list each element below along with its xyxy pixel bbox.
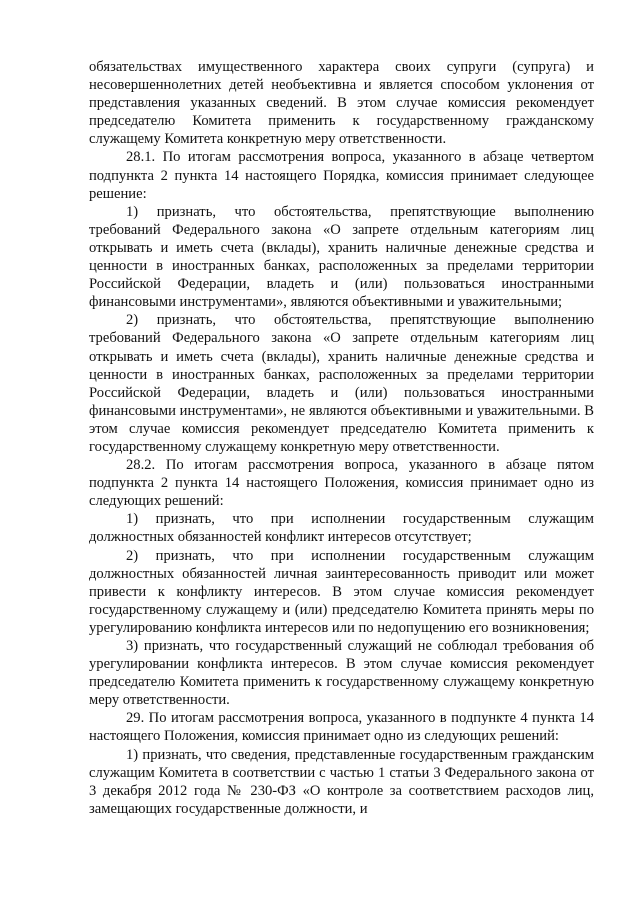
paragraph-28-2-item-3: 3) признать, что государственный служащий не соблюдал требования об урегулировании конфликта интересов. В этом случае комиссия рекомендует председателю Комитета применить к государственному служащему конкретную меру ответственности.: [89, 638, 594, 709]
document-page: [89, 58, 594, 818]
paragraph-29-item-1: 1) признать, что сведения, представленные государственным гражданским служащим Комитета в соответствии с частью 1 статьи 3 Федерального закона от 3 декабря 2012 года № 230-ФЗ «О контроле за соответствием расходов лиц, замещающих государственные должности, и: [89, 746, 594, 817]
paragraph-29: 29. По итогам рассмотрения вопроса, указанного в подпункте 4 пункта 14 настоящего Положения, комиссия принимает одно из следующих решений:: [89, 710, 594, 745]
paragraph-28-2: 28.2. По итогам рассмотрения вопроса, указанного в абзаце пятом подпункта 2 пункта 14 настоящего Положения, комиссия принимает одно из следующих решений:: [89, 457, 594, 510]
paragraph-28-1-item-2: 2) признать, что обстоятельства, препятствующие выполнению требований Федерального закона «О запрете отдельным категориям лиц открывать и иметь счета (вклады), хранить наличные денежные средства и ценности в иностранных банках, расположенных за пределами территории Российской Федерации, владеть и (или) пользоваться иностранными финансовыми инструментами», не являются объективными и уважительными. В этом случае комиссия рекомендует председателю Комитета применить к государственному служащему конкретную меру ответственности.: [89, 312, 594, 455]
paragraph-continuation: обязательствах имущественного характера своих супруги (супруга) и несовершеннолетних детей необъективна и является способом уклонения от представления указанных сведений. В этом случае комиссия рекомендует председателю Комитета применить к государственному гражданскому служащему Комитета конкретную меру ответственности.: [89, 59, 594, 148]
paragraph-28-1: 28.1. По итогам рассмотрения вопроса, указанного в абзаце четвертом подпункта 2 пункта 14 настоящего Порядка, комиссия принимает следующее решение:: [89, 149, 594, 202]
paragraph-28-2-item-2: 2) признать, что при исполнении государственным служащим должностных обязанностей личная заинтересованность приводит или может привести к конфликту интересов. В этом случае комиссия рекомендует государственному служащему и (или) председателю Комитета принять меры по урегулированию конфликта интересов или по недопущению его возникновения;: [89, 547, 594, 636]
paragraph-28-1-item-1: 1) признать, что обстоятельства, препятствующие выполнению требований Федерального закона «О запрете отдельным категориям лиц открывать и иметь счета (вклады), хранить наличные денежные средства и ценности в иностранных банках, расположенных за пределами территории Российской Федерации, владеть и (или) пользоваться иностранными финансовыми инструментами», являются объективными и уважительными;: [89, 203, 594, 311]
paragraph-28-2-item-1: 1) признать, что при исполнении государственным служащим должностных обязанностей конфликт интересов отсутствует;: [89, 511, 594, 546]
